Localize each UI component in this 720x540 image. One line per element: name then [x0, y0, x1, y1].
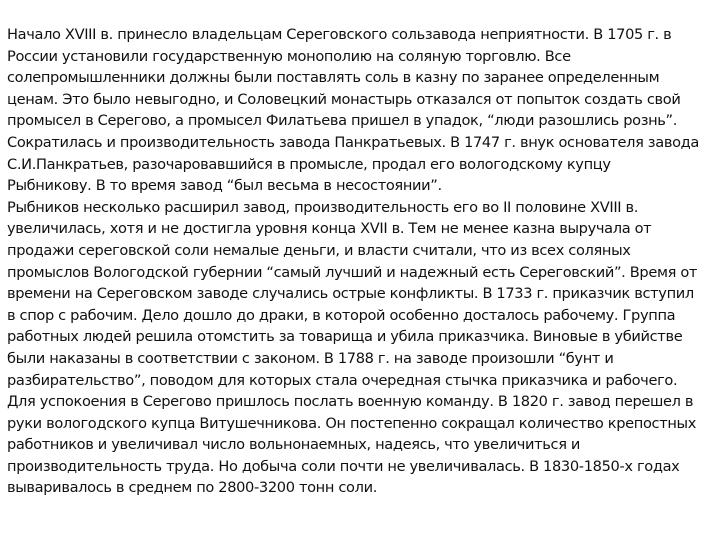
text-line: Начало XVIII в. принесло владельцам Сереговского сользавода неприятности. В 1705 г. в [7, 26, 672, 43]
body-text [7, 24, 719, 499]
text-line: разбирательство”, поводом для которых стала очередная стычка приказчика и рабочего. [7, 371, 678, 389]
text-line: производительность труда. Но добыча соли почти не увеличивалась. В 1830-1850-х годах [7, 457, 680, 475]
text-line: ценам. Это было невыгодно, и Соловецкий монастырь отказался от попыток создать свой [7, 90, 681, 108]
text-line: Рыбников несколько расширил завод, производительность его во II половине XVIII в. [7, 198, 639, 216]
text-line: были наказаны в соответствии с законом. В 1788 г. на заводе произошли “бунт и [7, 349, 614, 367]
text-line: вываривалось в среднем по 2800-3200 тонн соли. [7, 479, 377, 497]
text-line: времени на Сереговском заводе случались острые конфликты. В 1733 г. приказчик вступил [7, 285, 694, 303]
text-line: Для успокоения в Серегово пришлось послать военную команду. В 1820 г. завод перешел в [7, 393, 694, 411]
text-line: увеличилась, хотя и не достигла уровня конца XVII в. Тем не менее казна выручала от [7, 220, 652, 238]
text-line: С.И.Панкратьев, разочаровавшийся в промысле, продал его вологодскому купцу [7, 155, 611, 173]
text-line: Рыбникову. В то время завод “был весьма в несостоянии”. [7, 177, 442, 195]
text-line: руки вологодского купца Витушечникова. Он постепенно сокращал количество крепостных [7, 414, 696, 432]
text-line: работников и увеличивал число вольнонаемных, надеясь, что увеличиться и [7, 436, 581, 454]
text-line: работных людей решила отомстить за товарища и убила приказчика. Виновые в убийстве [7, 328, 683, 346]
text-line: России установили государственную монополию на соляную торговлю. Все [7, 47, 571, 65]
text-line: промыслов Вологодской губернии “самый лучший и надежный есть Сереговский”. Время от [7, 263, 698, 281]
text-line: в спор с рабочим. Дело дошло до драки, в которой особенно досталось рабочему. Группа [7, 306, 676, 324]
text-line: промысел в Серегово, а промысел Филатьева пришел в упадок, “люди разошлись рознь”. [7, 112, 678, 130]
text-line: Сократилась и производительность завода Панкратьевых. В 1747 г. внук основателя завода [7, 133, 699, 151]
text-line: продажи сереговской соли немалые деньги, и власти считали, что из всех соляных [7, 241, 631, 259]
text-line: солепромышленники должны были поставлять соль в казну по заранее определенным [7, 69, 660, 87]
